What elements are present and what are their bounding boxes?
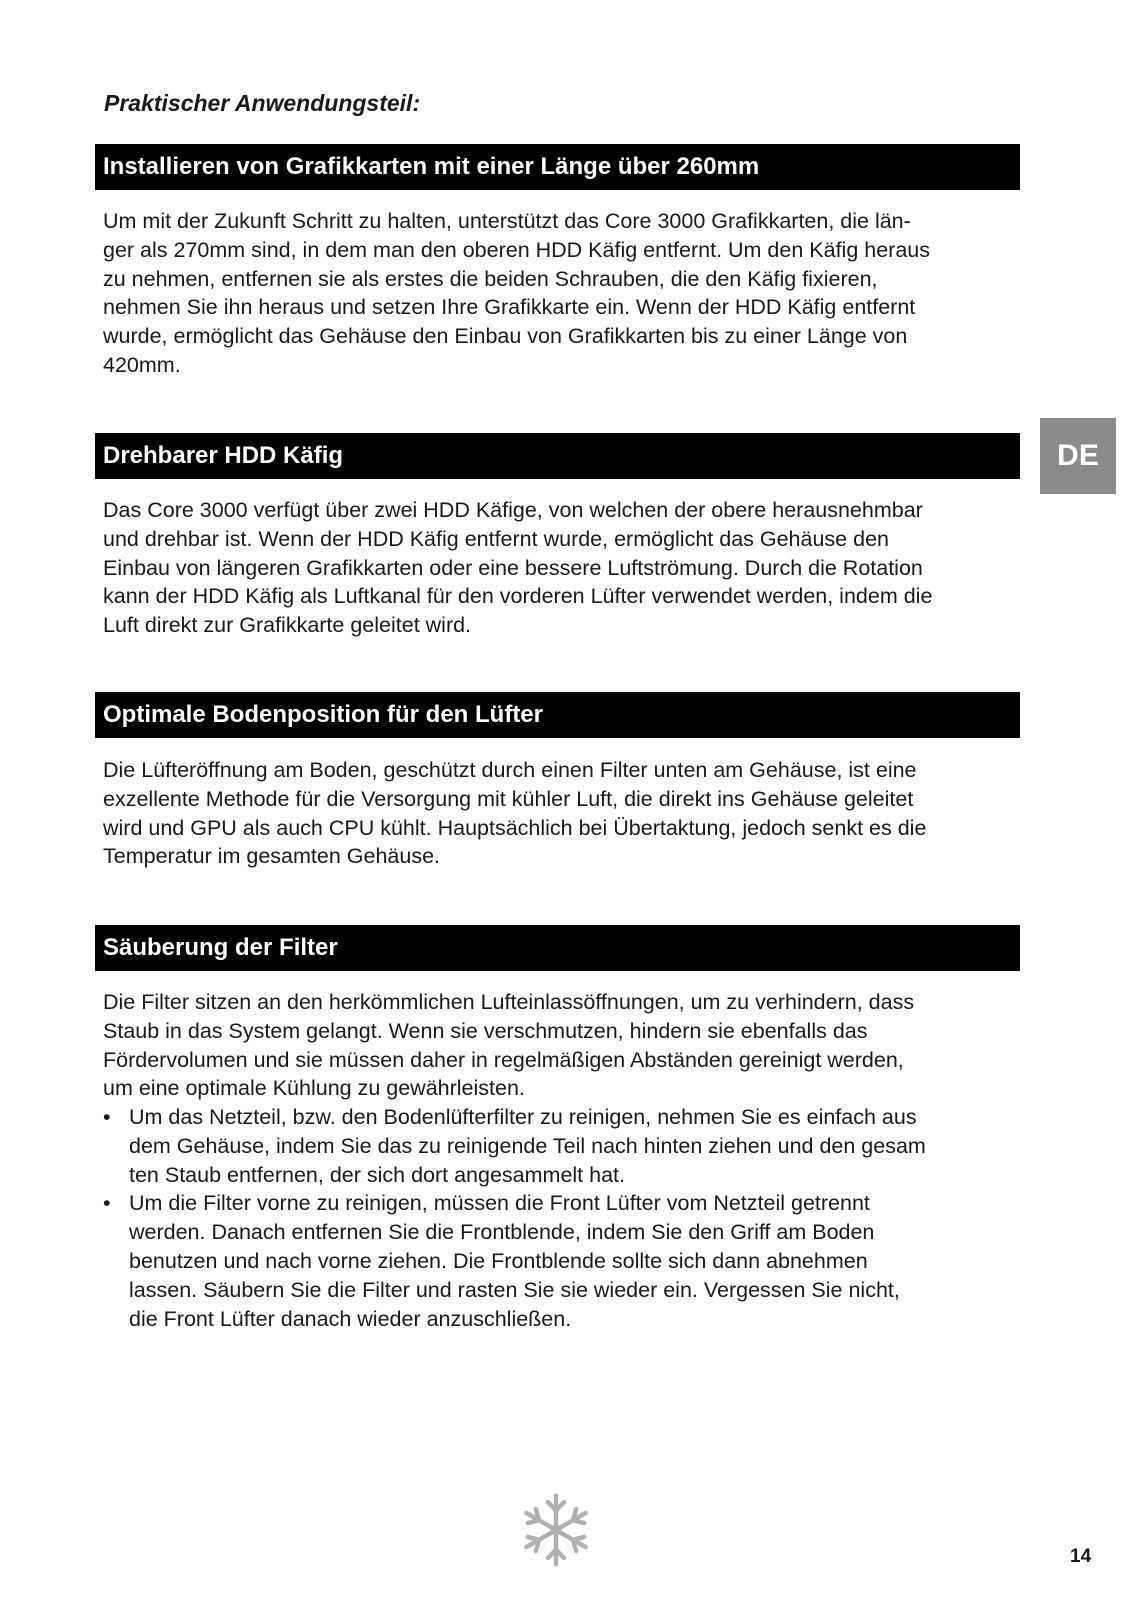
bullet-marker: • — [103, 1191, 111, 1216]
text-line: und drehbar ist. Wenn der HDD Käfig entfernt wurde, ermöglicht das Gehäuse den — [103, 526, 889, 551]
text-line: Um die Filter vorne zu reinigen, müssen die Front Lüfter vom Netzteil getrennt — [129, 1191, 870, 1216]
intro-heading: Praktischer Anwendungsteil: — [104, 90, 421, 116]
list-item — [103, 1103, 1033, 1189]
text-line: nehmen Sie ihn heraus und setzen Ihre Grafikkarte ein. Wenn der HDD Käfig entfernt — [103, 295, 916, 320]
text-line: wurde, ermöglicht das Gehäuse den Einbau von Grafikkarten bis zu einer Länge von — [103, 324, 908, 349]
section-heading-filter-cleaning: Säuberung der Filter — [95, 925, 1020, 971]
text-line: die Front Lüfter danach wieder anzuschließen. — [129, 1306, 572, 1331]
text-line: Die Lüfteröffnung am Boden, geschützt durch einen Filter unten am Gehäuse, ist eine — [103, 758, 917, 782]
text-line: kann der HDD Käfig als Luftkanal für den vorderen Lüfter verwendet werden, indem die — [103, 584, 933, 609]
text-line: dem Gehäuse, indem Sie das zu reinigende Teil nach hinten ziehen und den gesam — [129, 1133, 926, 1158]
text-line: Fördervolumen und sie müssen daher in regelmäßigen Abständen gereinigt werden, — [103, 1047, 904, 1072]
text-line: Luft direkt zur Grafikkarte geleitet wird. — [103, 613, 472, 638]
section-body-bottom-fan — [103, 756, 1033, 871]
text-line: Die Filter sitzen an den herkömmlichen Lufteinlassöffnungen, um zu verhindern, dass — [103, 990, 915, 1014]
section-body-filter-cleaning — [103, 988, 1033, 1103]
text-line: exzellente Methode für die Versorgung mit kühler Luft, die direkt ins Gehäuse geleitet — [103, 786, 914, 811]
language-tab: DE — [1040, 418, 1116, 494]
text-line: Um das Netzteil, bzw. den Bodenlüfterfilter zu reinigen, nehmen Sie es einfach aus — [129, 1105, 917, 1129]
page-number: 14 — [1070, 1546, 1092, 1567]
text-line: werden. Danach entfernen Sie die Frontblende, indem Sie den Griff am Boden — [129, 1220, 875, 1245]
text-line: 420mm. — [103, 352, 181, 377]
section-heading-hdd-cage: Drehbarer HDD Käfig — [95, 433, 1020, 479]
text-line: lassen. Säubern Sie die Filter und rasten Sie sie wieder ein. Vergessen Sie nicht, — [129, 1277, 900, 1302]
text-line: Temperatur im gesamten Gehäuse. — [103, 844, 440, 869]
bullet-marker: • — [103, 1105, 111, 1129]
snowflake-icon — [520, 1490, 592, 1570]
text-line: Um mit der Zukunft Schritt zu halten, unterstützt das Core 3000 Grafikkarten, die län- — [103, 209, 911, 233]
text-line: um eine optimale Kühlung zu gewährleisten. — [103, 1076, 525, 1101]
section-heading-bottom-fan: Optimale Bodenposition für den Lüfter — [95, 692, 1020, 738]
text-line: ger als 270mm sind, in dem man den oberen HDD Käfig entfernt. Um den Käfig heraus — [103, 237, 930, 262]
text-line: zu nehmen, entfernen sie als erstes die beiden Schrauben, die den Käfig fixieren, — [103, 266, 878, 291]
filter-cleaning-list — [103, 1103, 1033, 1333]
section-body-graphics-cards — [103, 207, 1033, 380]
text-line: Das Core 3000 verfügt über zwei HDD Käfige, von welchen der obere herausnehmbar — [103, 498, 923, 522]
section-heading-graphics-cards: Installieren von Grafikkarten mit einer Länge über 260mm — [95, 144, 1020, 190]
text-line: wird und GPU als auch CPU kühlt. Hauptsächlich bei Übertaktung, jedoch senkt es die — [103, 815, 927, 840]
text-line: Einbau von längeren Grafikkarten oder eine bessere Luftströmung. Durch die Rotation — [103, 555, 923, 580]
text-line: Staub in das System gelangt. Wenn sie verschmutzen, hindern sie ebenfalls das — [103, 1018, 868, 1043]
text-line: ten Staub entfernen, der sich dort angesammelt hat. — [129, 1162, 625, 1187]
section-body-hdd-cage — [103, 496, 1033, 640]
list-item — [103, 1189, 1033, 1333]
text-line: benutzen und nach vorne ziehen. Die Frontblende sollte sich dann abnehmen — [129, 1248, 868, 1273]
